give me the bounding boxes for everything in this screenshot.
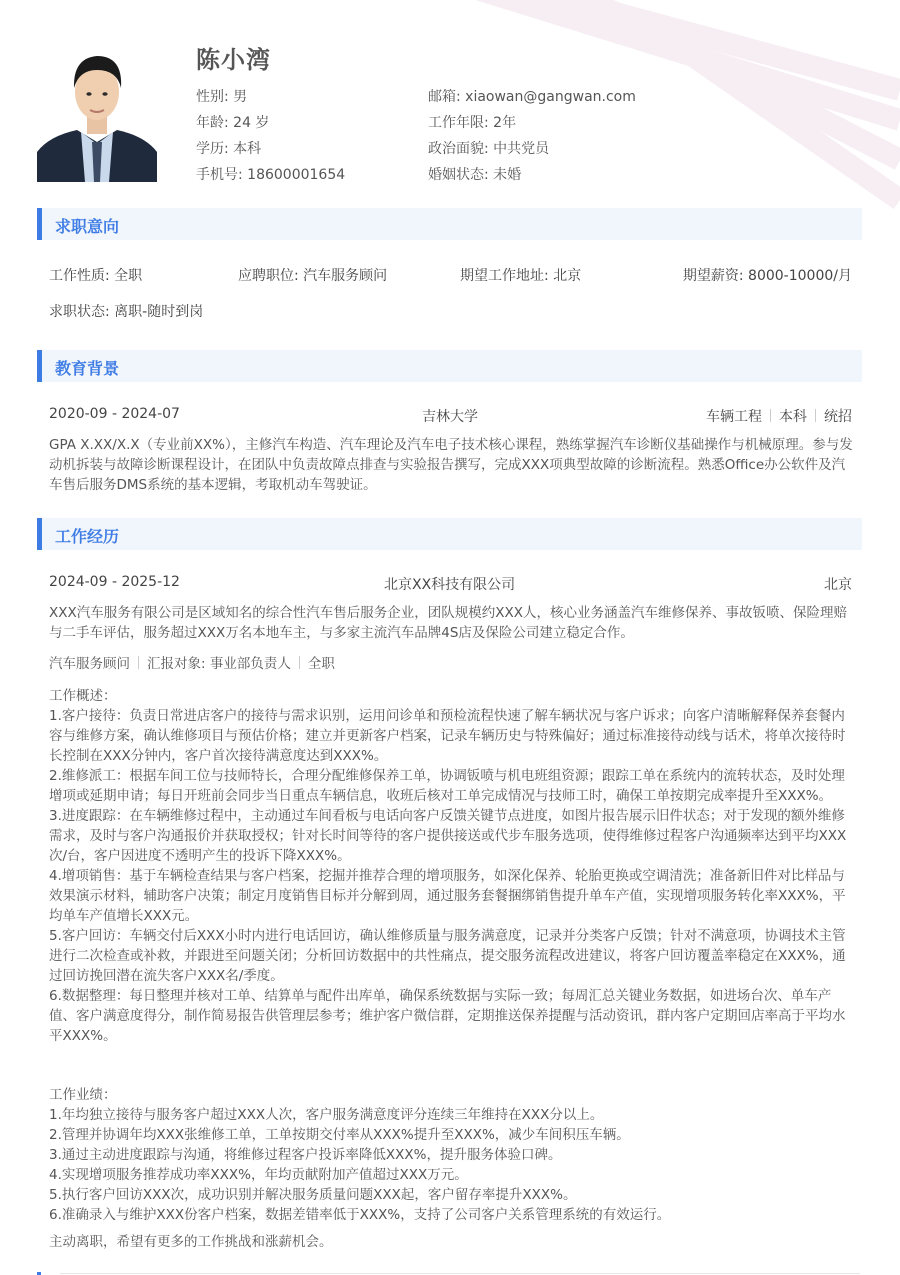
- job-nature: 工作性质: 全职: [49, 268, 143, 284]
- section-accent-bar: [37, 350, 42, 382]
- divider: [138, 656, 139, 669]
- divider: [815, 409, 816, 422]
- edu-degree: 本科: [779, 409, 807, 425]
- leave-reason: 主动离职，希望有更多的工作挑战和涨薪机会。: [49, 1234, 333, 1250]
- page-divider: [60, 1273, 860, 1274]
- work-overview: [49, 686, 855, 1046]
- work-report: 汇报对象: 事业部负责人: [147, 656, 291, 672]
- section-education: [37, 350, 862, 382]
- phone: 手机号: 18600001654: [196, 167, 346, 183]
- work-city: 北京: [824, 577, 852, 593]
- job-location: 期望工作地址: 北京: [460, 268, 582, 284]
- work-role-line: [49, 652, 335, 672]
- edu-type: 统招: [824, 409, 852, 425]
- overview-item: 1.客户接待：负责日常进店客户的接待与需求识别，运用问诊单和预检流程快速了解车辆状况与客户诉求；向客户清晰解释保养套餐内容与维修方案，确认维修项目与预估价格；建立并更新客户档案，记录车辆历史与特殊偏好；通过标准接待动线与话术，将单次接待时长控制在XXX分钟内，客户首次接待满意度达到XXX%。: [49, 708, 846, 764]
- work-period: 2024-09 - 2025-12: [49, 574, 180, 590]
- achievement-item: 4.实现增项服务推荐成功率XXX%，年均贡献附加产值超过XXX万元。: [49, 1167, 468, 1183]
- edu-description: GPA X.XX/X.X（专业前XX%），主修汽车构造、汽车理论及汽车电子技术核心课程，熟练掌握汽车诊断仪基础操作与机械原理。参与发动机拆装与故障诊断课程设计，在团队中负责故障点排查与实验报告撰写，完成XXX项典型故障的诊断流程。熟悉Office办公软件及汽车售后服务DMS系统的基本逻辑，考取机动车驾驶证。: [49, 437, 853, 493]
- achievement-item: 5.执行客户回访XXX次，成功识别并解决服务质量问题XXX起，客户留存率提升XXX%。: [49, 1187, 577, 1203]
- profile-photo: [37, 40, 157, 182]
- work-years: 工作年限: 2年: [428, 115, 517, 131]
- overview-item: 6.数据整理：每日整理并核对工单、结算单与配件出库单，确保系统数据与实际一致；每周汇总关键业务数据，如进场台次、单车产值、客户满意度得分，制作简易报告供管理层参考；维护客户微信群，定期推送保养提醒与活动资讯，群内客户定期回店率高于平均水平XXX%。: [49, 988, 846, 1044]
- divider: [770, 409, 771, 422]
- section-title: 工作经历: [55, 527, 120, 546]
- overview-title: 工作概述：: [49, 688, 117, 704]
- job-salary: 期望薪资: 8000-10000/月: [682, 268, 852, 284]
- work-company: 北京XX科技有限公司: [384, 577, 516, 593]
- achievement-item: 3.通过主动进度跟踪与沟通，将维修过程客户投诉率降低XXX%，提升服务体验口碑。: [49, 1147, 562, 1163]
- job-position: 应聘职位: 汽车服务顾问: [238, 268, 388, 284]
- section-accent-bar: [37, 208, 42, 240]
- work-type: 全职: [307, 656, 335, 672]
- achievement-item: 1.年均独立接待与服务客户超过XXX人次，客户服务满意度评分连续三年维持在XXX分以上。: [49, 1107, 604, 1123]
- email: 邮箱: xiaowan@gangwan.com: [428, 89, 636, 105]
- overview-item: 5.客户回访：车辆交付后XXX小时内进行电话回访，确认维修质量与服务满意度，记录并分类客户反馈；针对不满意项，协调技术主管进行二次检查或补救，并跟进至问题关闭；分析回访数据中的共性痛点，提交服务流程改进建议，将客户回访覆盖率稳定在XXX%，通过回访挽回潜在流失客户XXX名/季度。: [49, 928, 846, 984]
- education-level: 学历: 本科: [196, 141, 262, 157]
- edu-major: 车辆工程: [706, 409, 762, 425]
- work-role: 汽车服务顾问: [49, 656, 130, 672]
- edu-school: 吉林大学: [422, 409, 478, 425]
- age: 年龄: 24 岁: [196, 115, 270, 131]
- company-description: XXX汽车服务有限公司是区域知名的综合性汽车售后服务企业，团队规模约XXX人，核心业务涵盖汽车维修保养、事故钣喷、保险理赔与二手车评估，服务超过XXX万名本地车主，与多家主流汽车品牌4S店及保险公司建立稳定合作。: [49, 605, 847, 641]
- overview-item: 2.维修派工：根据车间工位与技师特长，合理分配维修保养工单，协调钣喷与机电班组资源；跟踪工单在系统内的流转状态，及时处理增项或延期申请；每日开班前会同步当日重点车辆信息，收班后核对工单完成情况与技师工时，确保工单按期完成率提升至XXX%。: [49, 768, 845, 804]
- section-intent: [37, 208, 862, 240]
- achievements-title: 工作业绩：: [49, 1087, 117, 1103]
- section-accent-bar: [37, 518, 42, 550]
- section-title: 教育背景: [55, 359, 120, 378]
- achievement-item: 2.管理并协调年均XXX张维修工单，工单按期交付率从XXX%提升至XXX%，减少车间积压车辆。: [49, 1127, 630, 1143]
- section-work: [37, 518, 862, 550]
- overview-item: 3.进度跟踪：在车辆维修过程中，主动通过车间看板与电话向客户反馈关键节点进度，如图片报告展示旧件状态；对于发现的额外维修需求，及时与客户沟通报价并获取授权；针对长时间等待的客户提供接送或代步车服务选项，使得维修过程客户沟通频率达到平均XXX次/台，客户因进度不透明产生的投诉下降XXX%。: [49, 808, 847, 864]
- edu-details: [706, 406, 852, 426]
- candidate-name: 陈小湾: [196, 46, 271, 74]
- overview-item: 4.增项销售：基于车辆检查结果与客户档案，挖掘并推荐合理的增项服务，如深化保养、轮胎更换或空调清洗；准备新旧件对比样品与效果演示材料，辅助客户决策；制定月度销售目标并分解到周，通过服务套餐捆绑销售提升单车产值，实现增项服务转化率XXX%，平均单车产值增长XXX元。: [49, 868, 846, 924]
- achievement-item: 6.准确录入与维护XXX份客户档案，数据差错率低于XXX%，支持了公司客户关系管理系统的有效运行。: [49, 1207, 671, 1223]
- marital-status: 婚姻状态: 未婚: [428, 167, 522, 183]
- political-status: 政治面貌: 中共党员: [428, 141, 550, 157]
- section-title: 求职意向: [55, 217, 120, 236]
- work-achievements: [49, 1085, 855, 1225]
- job-status: 求职状态: 离职-随时到岗: [49, 304, 204, 320]
- gender: 性别: 男: [196, 89, 248, 105]
- divider: [299, 656, 300, 669]
- edu-period: 2020-09 - 2024-07: [49, 406, 180, 422]
